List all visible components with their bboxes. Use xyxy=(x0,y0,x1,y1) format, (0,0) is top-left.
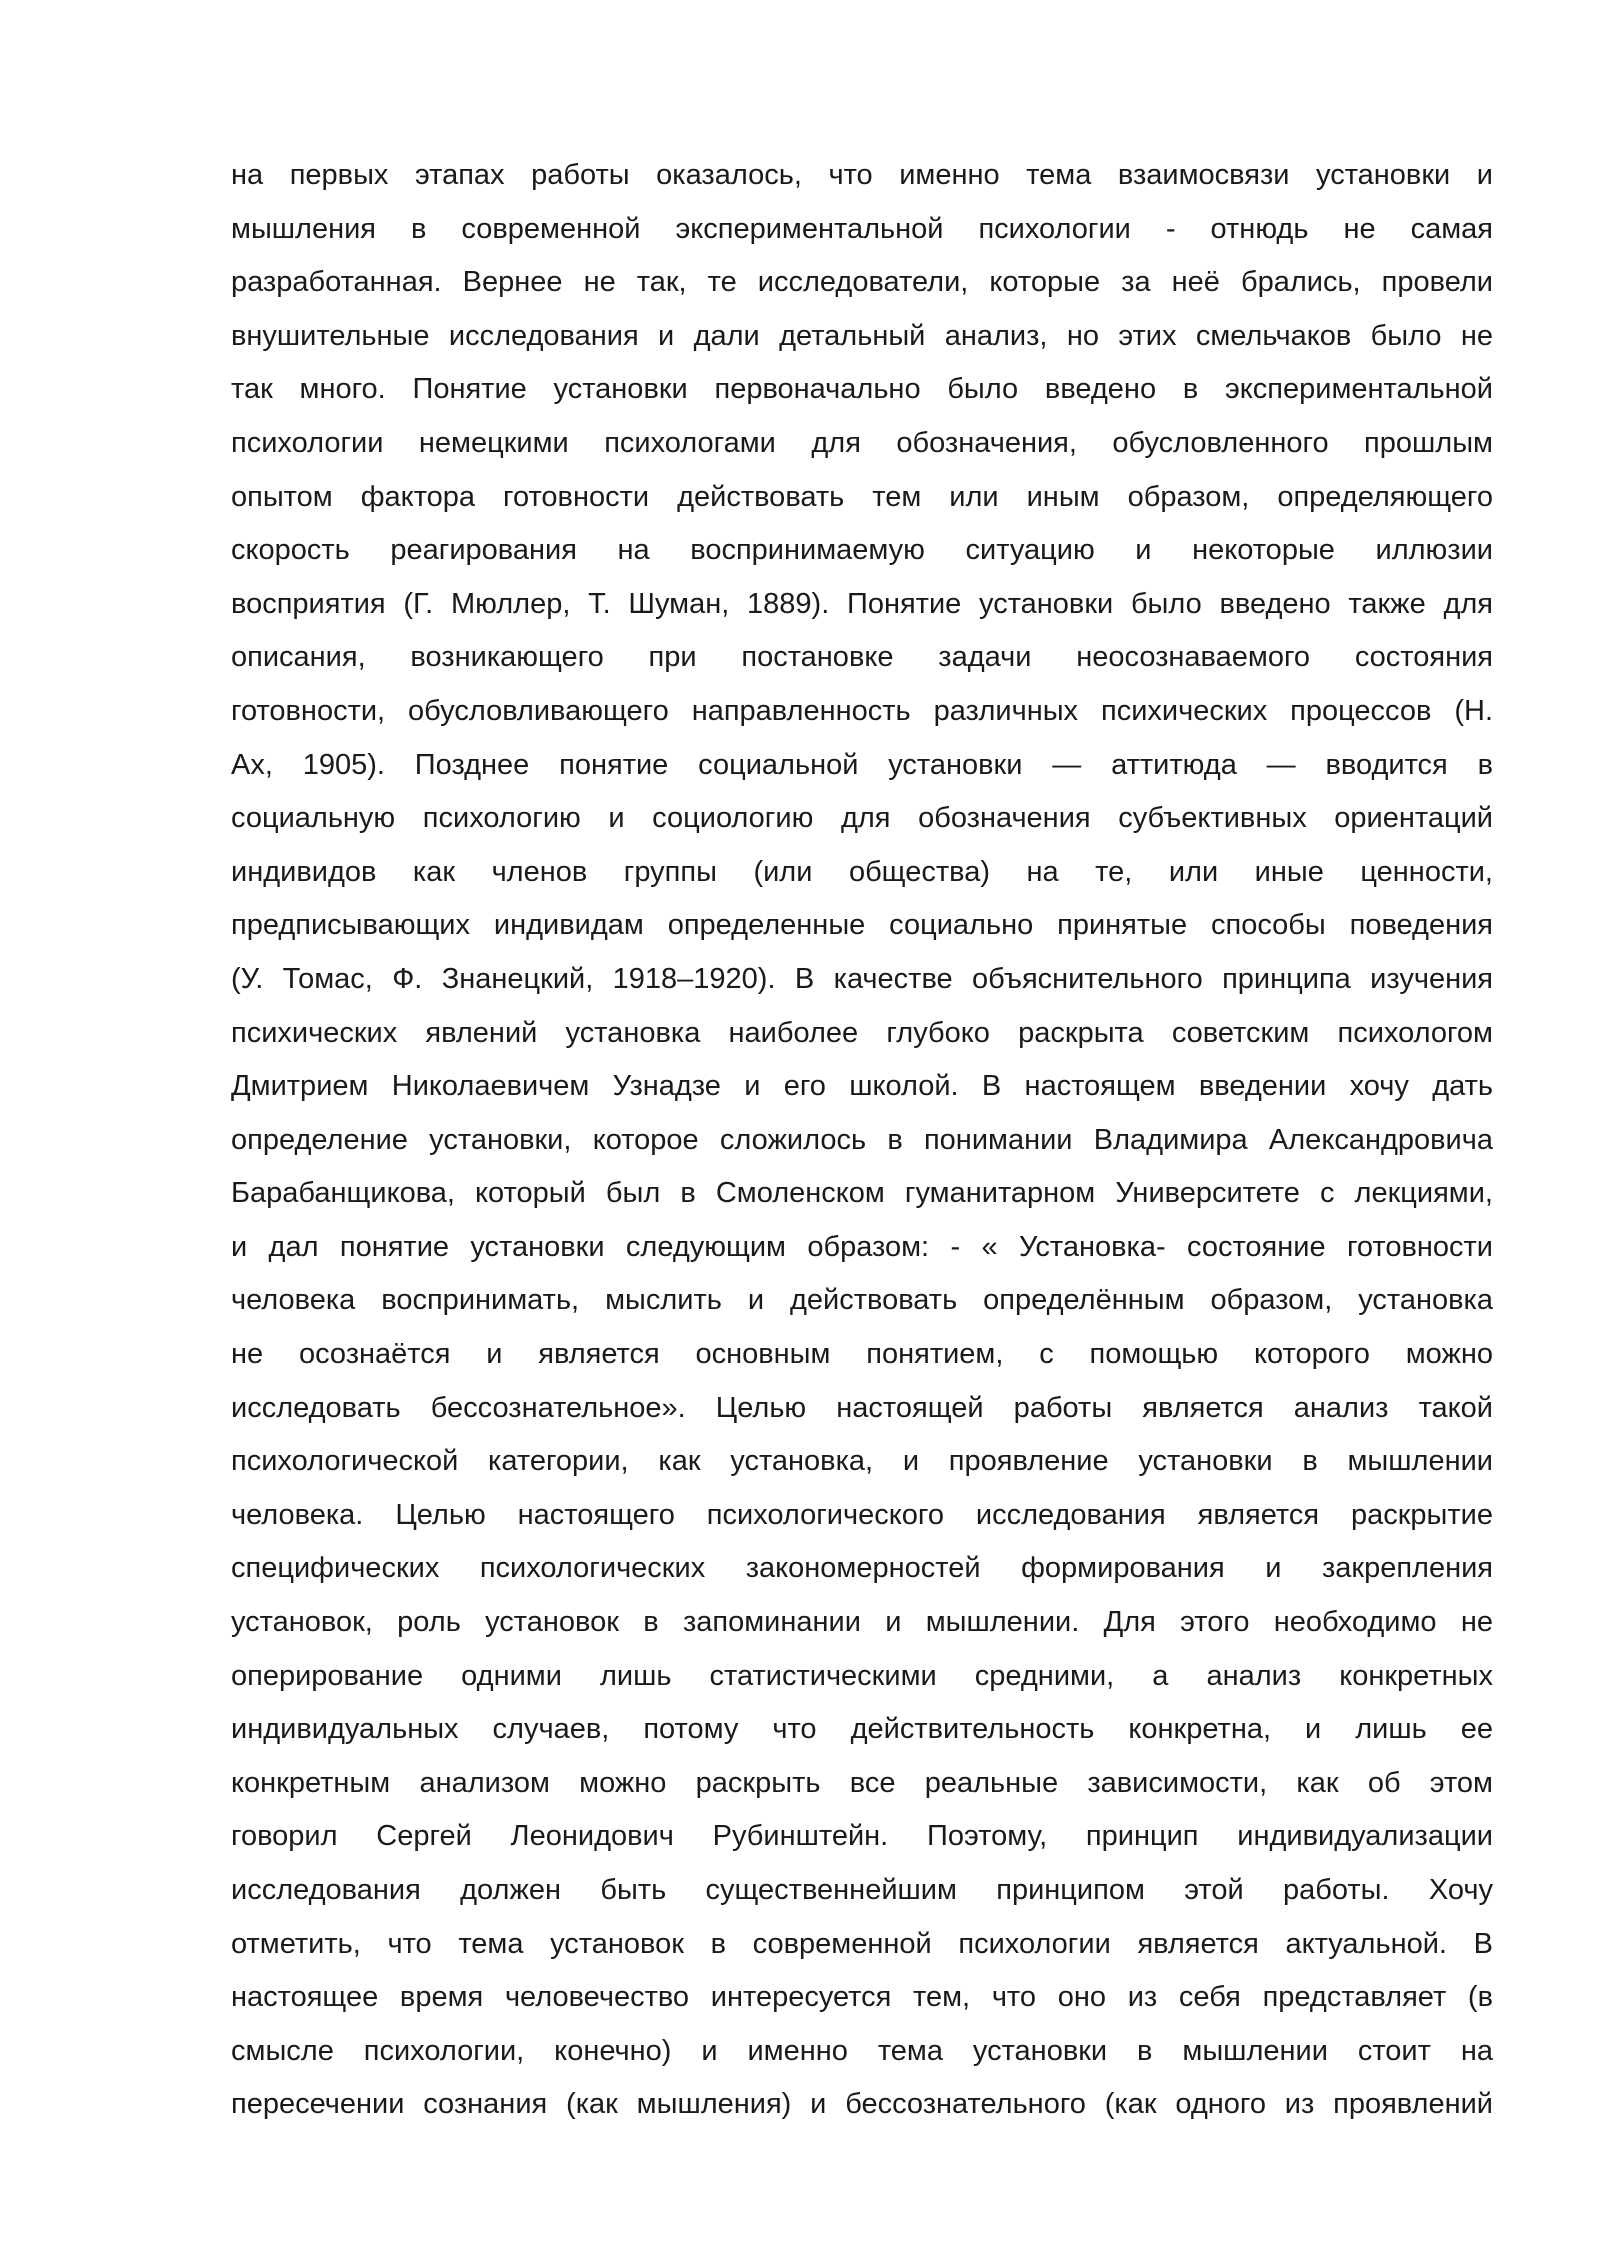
text-line-14: индивидов как членов группы (или общества) на те, или иные ценности, xyxy=(231,855,1493,888)
text-line-16: (У. Томас, Ф. Знанецкий, 1918–1920). В качестве объяснительного принципа изучения xyxy=(231,962,1493,995)
text-line-26: человека. Целью настоящего психологического исследования является раскрытие xyxy=(231,1498,1493,1531)
text-line-7: опытом фактора готовности действовать тем или иным образом, определяющего xyxy=(231,480,1493,513)
text-line-35: настоящее время человечество интересуется тем, что оно из себя представляет (в xyxy=(231,1981,1493,2014)
text-line-33: исследования должен быть существеннейшим принципом этой работы. Хочу xyxy=(231,1874,1493,1906)
text-line-2: мышления в современной экспериментальной психологии - отнюдь не самая xyxy=(231,212,1493,245)
text-line-11: готовности, обусловливающего направленность различных психических процессов (Н. xyxy=(231,694,1493,727)
text-line-17: психических явлений установка наиболее глубоко раскрыта советским психологом xyxy=(231,1016,1493,1049)
text-line-36: смысле психологии, конечно) и именно тема установки в мышлении стоит на xyxy=(231,2034,1493,2067)
text-line-4: внушительные исследования и дали детальный анализ, но этих смельчаков было не xyxy=(231,319,1493,352)
text-line-25: психологической категории, как установка, и проявление установки в мышлении xyxy=(231,1445,1493,1478)
text-line-3: разработанная. Вернее не так, те исследователи, которые за неё брались, провели xyxy=(231,266,1493,299)
text-line-5: так много. Понятие установки первоначально было введено в экспериментальной xyxy=(231,373,1493,406)
text-line-24: исследовать бессознательное». Целью настоящей работы является анализ такой xyxy=(231,1391,1493,1424)
text-line-30: индивидуальных случаев, потому что действительность конкретна, и лишь ее xyxy=(231,1713,1493,1746)
text-line-1: на первых этапах работы оказалось, что именно тема взаимосвязи установки и xyxy=(231,159,1493,191)
text-line-12: Ах, 1905). Позднее понятие социальной установки — аттитюда — вводится в xyxy=(231,748,1493,781)
text-line-28: установок, роль установок в запоминании и мышлении. Для этого необходимо не xyxy=(231,1606,1493,1639)
text-line-23: не осознаётся и является основным понятием, с помощью которого можно xyxy=(231,1338,1493,1371)
text-line-37: пересечении сознания (как мышления) и бессознательного (как одного из проявлений xyxy=(231,2088,1493,2121)
text-line-6: психологии немецкими психологами для обозначения, обусловленного прошлым xyxy=(231,426,1493,459)
text-line-15: предписывающих индивидам определенные социально принятые способы поведения xyxy=(231,909,1493,942)
text-line-27: специфических психологических закономерностей формирования и закрепления xyxy=(231,1552,1493,1585)
text-line-10: описания, возникающего при постановке задачи неосознаваемого состояния xyxy=(231,641,1493,674)
text-line-34: отметить, что тема установок в современной психологии является актуальной. В xyxy=(231,1927,1493,1960)
text-line-8: скорость реагирования на воспринимаемую ситуацию и некоторые иллюзии xyxy=(231,534,1493,567)
text-line-29: оперирование одними лишь статистическими средними, а анализ конкретных xyxy=(231,1659,1493,1692)
text-line-13: социальную психологию и социологию для обозначения субъективных ориентаций xyxy=(231,802,1493,835)
text-line-32: говорил Сергей Леонидович Рубинштейн. Поэтому, принцип индивидуализации xyxy=(231,1820,1493,1853)
text-line-18: Дмитрием Николаевичем Узнадзе и его школой. В настоящем введении хочу дать xyxy=(231,1070,1493,1103)
text-line-22: человека воспринимать, мыслить и действовать определённым образом, установка xyxy=(231,1284,1493,1317)
text-line-21: и дал понятие установки следующим образом: - « Установка- состояние готовности xyxy=(231,1230,1493,1263)
text-line-19: определение установки, которое сложилось в понимании Владимира Александровича xyxy=(231,1123,1493,1156)
body-text xyxy=(231,149,1493,2132)
text-line-9: восприятия (Г. Мюллер, Т. Шуман, 1889). Понятие установки было введено также для xyxy=(231,587,1493,620)
text-line-31: конкретным анализом можно раскрыть все реальные зависимости, как об этом xyxy=(231,1766,1493,1799)
text-line-20: Барабанщикова, который был в Смоленском гуманитарном Университете с лекциями, xyxy=(231,1177,1493,1210)
